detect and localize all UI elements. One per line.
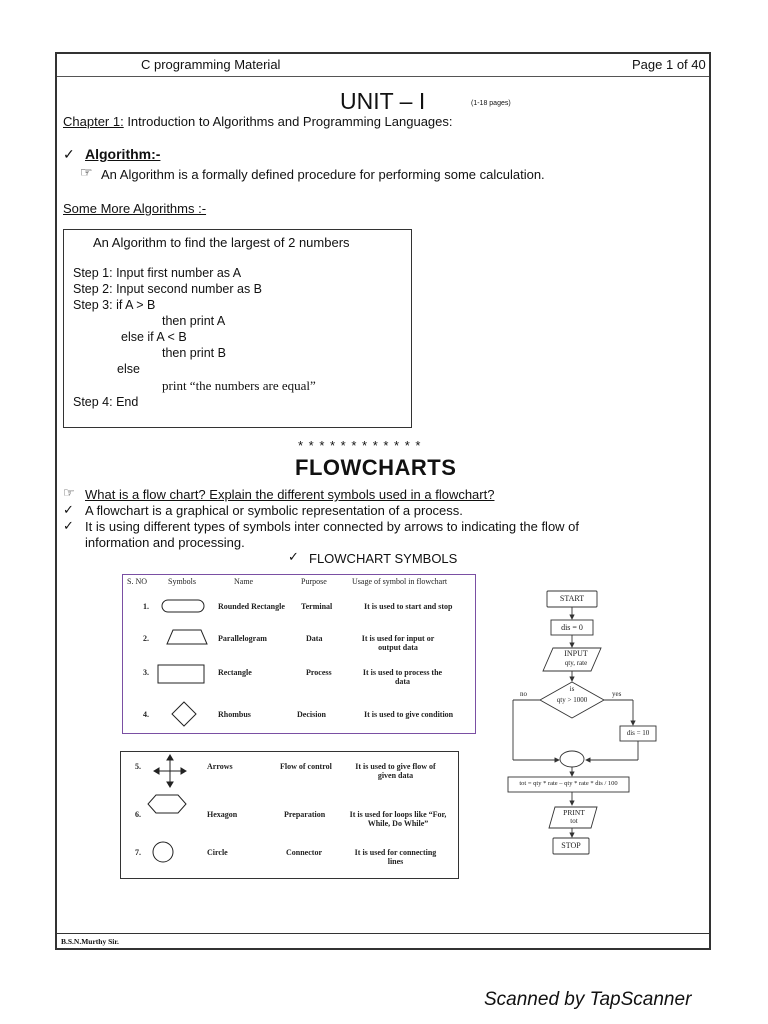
flowchart-yes-label: yes — [612, 690, 622, 698]
table-row-usage: It is used to give condition — [364, 710, 454, 719]
flowchart-dis0: dis = 0 — [561, 623, 583, 632]
check-icon: ✓ — [63, 146, 75, 162]
circle-symbol — [153, 842, 173, 862]
header-rule — [57, 76, 709, 77]
table-row-no: 4. — [143, 710, 149, 719]
algorithm-step: Step 3: if A > B — [73, 298, 156, 312]
chapter-label: Chapter 1: — [63, 114, 124, 129]
table-row-purpose: Connector — [286, 848, 322, 857]
check-icon: ✓ — [63, 502, 74, 517]
header-title: C programming Material — [141, 57, 281, 72]
table-row-usage: It is used for input or output data — [361, 634, 435, 652]
table-row-purpose: Preparation — [284, 810, 326, 819]
flowchart-formula: tot = qty * rate – qty * rate * dis / 100 — [519, 780, 618, 787]
symbols-heading: FLOWCHART SYMBOLS — [309, 551, 458, 566]
flowchart-dis10: dis = 10 — [626, 729, 650, 737]
col-header-purpose: Purpose — [301, 577, 327, 586]
col-header-sno: S. NO — [127, 577, 148, 586]
hexagon-symbol — [148, 795, 186, 813]
rhombus-symbol — [172, 702, 196, 726]
algorithm-step: Step 2: Input second number as B — [73, 282, 263, 296]
flowchart-start: START — [559, 594, 585, 603]
table-row-no: 3. — [143, 668, 149, 677]
algorithm-step: print “the numbers are equal” — [162, 378, 316, 393]
algorithm-box-title: An Algorithm to find the largest of 2 numbers — [93, 235, 350, 250]
flowchart-print-var: tot — [570, 817, 578, 825]
more-algorithms-heading: Some More Algorithms :- — [63, 201, 207, 216]
rectangle-symbol — [158, 665, 204, 683]
table-row-usage: It is used for connecting lines — [354, 848, 437, 866]
connector-circle — [560, 751, 584, 767]
algorithm-step: Step 4: End — [73, 395, 139, 409]
table-row-name: Circle — [207, 848, 228, 857]
table-row-no: 5. — [135, 762, 141, 771]
table-row-purpose: Flow of control — [280, 762, 332, 771]
algorithm-step: else — [117, 362, 140, 376]
table-row-usage: It is used to start and stop — [364, 602, 453, 611]
pointing-hand-icon: ☞ — [80, 164, 93, 180]
check-icon: ✓ — [63, 518, 74, 533]
flowchart-bullet: A flowchart is a graphical or symbolic representation of a process. — [85, 503, 463, 518]
flowchart-input-vars: qty, rate — [564, 659, 588, 667]
table-row-no: 7. — [135, 848, 141, 857]
scanner-watermark: Scanned by TapScanner — [484, 989, 692, 1010]
table-row-name: Rectangle — [218, 668, 252, 677]
table-row-name: Parallelogram — [218, 634, 267, 643]
algorithm-step: Step 1: Input first number as A — [73, 266, 242, 280]
table-row-name: Hexagon — [207, 810, 238, 819]
flowchart-decision-is: is — [569, 685, 575, 693]
flowchart-stop: STOP — [561, 841, 581, 850]
flowchart-question: What is a flow chart? Explain the different symbols used in a flowchart? — [85, 487, 495, 502]
flowchart-print-label: PRINT — [563, 808, 585, 817]
footer-rule — [57, 933, 709, 934]
flowchart-bullet: information and processing. — [85, 535, 245, 550]
col-header-usage: Usage of symbol in flowchart — [352, 577, 448, 586]
star-divider: * * * * * * * * * * * * — [298, 438, 422, 453]
footer-author: B.S.N.Murthy Sir. — [61, 937, 119, 946]
flowchart-input-label: INPUT — [564, 649, 588, 658]
col-header-symbols: Symbols — [168, 577, 197, 586]
table-row-usage: It is used to process the data — [362, 668, 443, 686]
chapter-text: Introduction to Algorithms and Programming Languages: — [123, 114, 453, 129]
rounded-rectangle-symbol — [162, 600, 204, 612]
pointing-hand-icon: ☞ — [63, 485, 75, 500]
flowchart-decision-cond: qty > 1000 — [556, 696, 588, 704]
algorithm-definition: An Algorithm is a formally defined procedure for performing some calculation. — [101, 167, 545, 182]
table-row-no: 2. — [143, 634, 149, 643]
table-row-purpose: Terminal — [301, 602, 333, 611]
flowchart-no-label: no — [520, 690, 527, 698]
flowchart-bullet: It is using different types of symbols inter connected by arrows to indicating the flow of — [85, 519, 580, 534]
algorithm-heading: Algorithm:- — [85, 146, 161, 162]
table-row-name: Rounded Rectangle — [218, 602, 285, 611]
parallelogram-symbol — [167, 630, 207, 644]
table-row-purpose: Data — [306, 634, 323, 643]
table-row-no: 6. — [135, 810, 141, 819]
chapter-line — [63, 114, 453, 129]
algorithm-step: else if A < B — [121, 330, 187, 344]
check-icon: ✓ — [288, 549, 299, 564]
table-row-usage: It is used for loops like “For, While, Do While” — [349, 810, 447, 828]
page-number: Page 1 of 40 — [632, 57, 706, 72]
arrows-symbol — [154, 755, 186, 787]
table-row-purpose: Decision — [297, 710, 326, 719]
algorithm-step: then print A — [162, 314, 226, 328]
table-row-purpose: Process — [306, 668, 332, 677]
table-row-name: Arrows — [207, 762, 233, 771]
unit-title: UNIT – I — [340, 88, 426, 114]
table-row-usage: It is used to give flow of given data — [355, 762, 436, 780]
flowcharts-title: FLOWCHARTS — [295, 455, 457, 480]
algorithm-step: then print B — [162, 346, 226, 360]
table-row-no: 1. — [143, 602, 149, 611]
unit-pages: (1-18 pages) — [471, 100, 511, 107]
col-header-name: Name — [234, 577, 254, 586]
table-row-name: Rhombus — [218, 710, 251, 719]
